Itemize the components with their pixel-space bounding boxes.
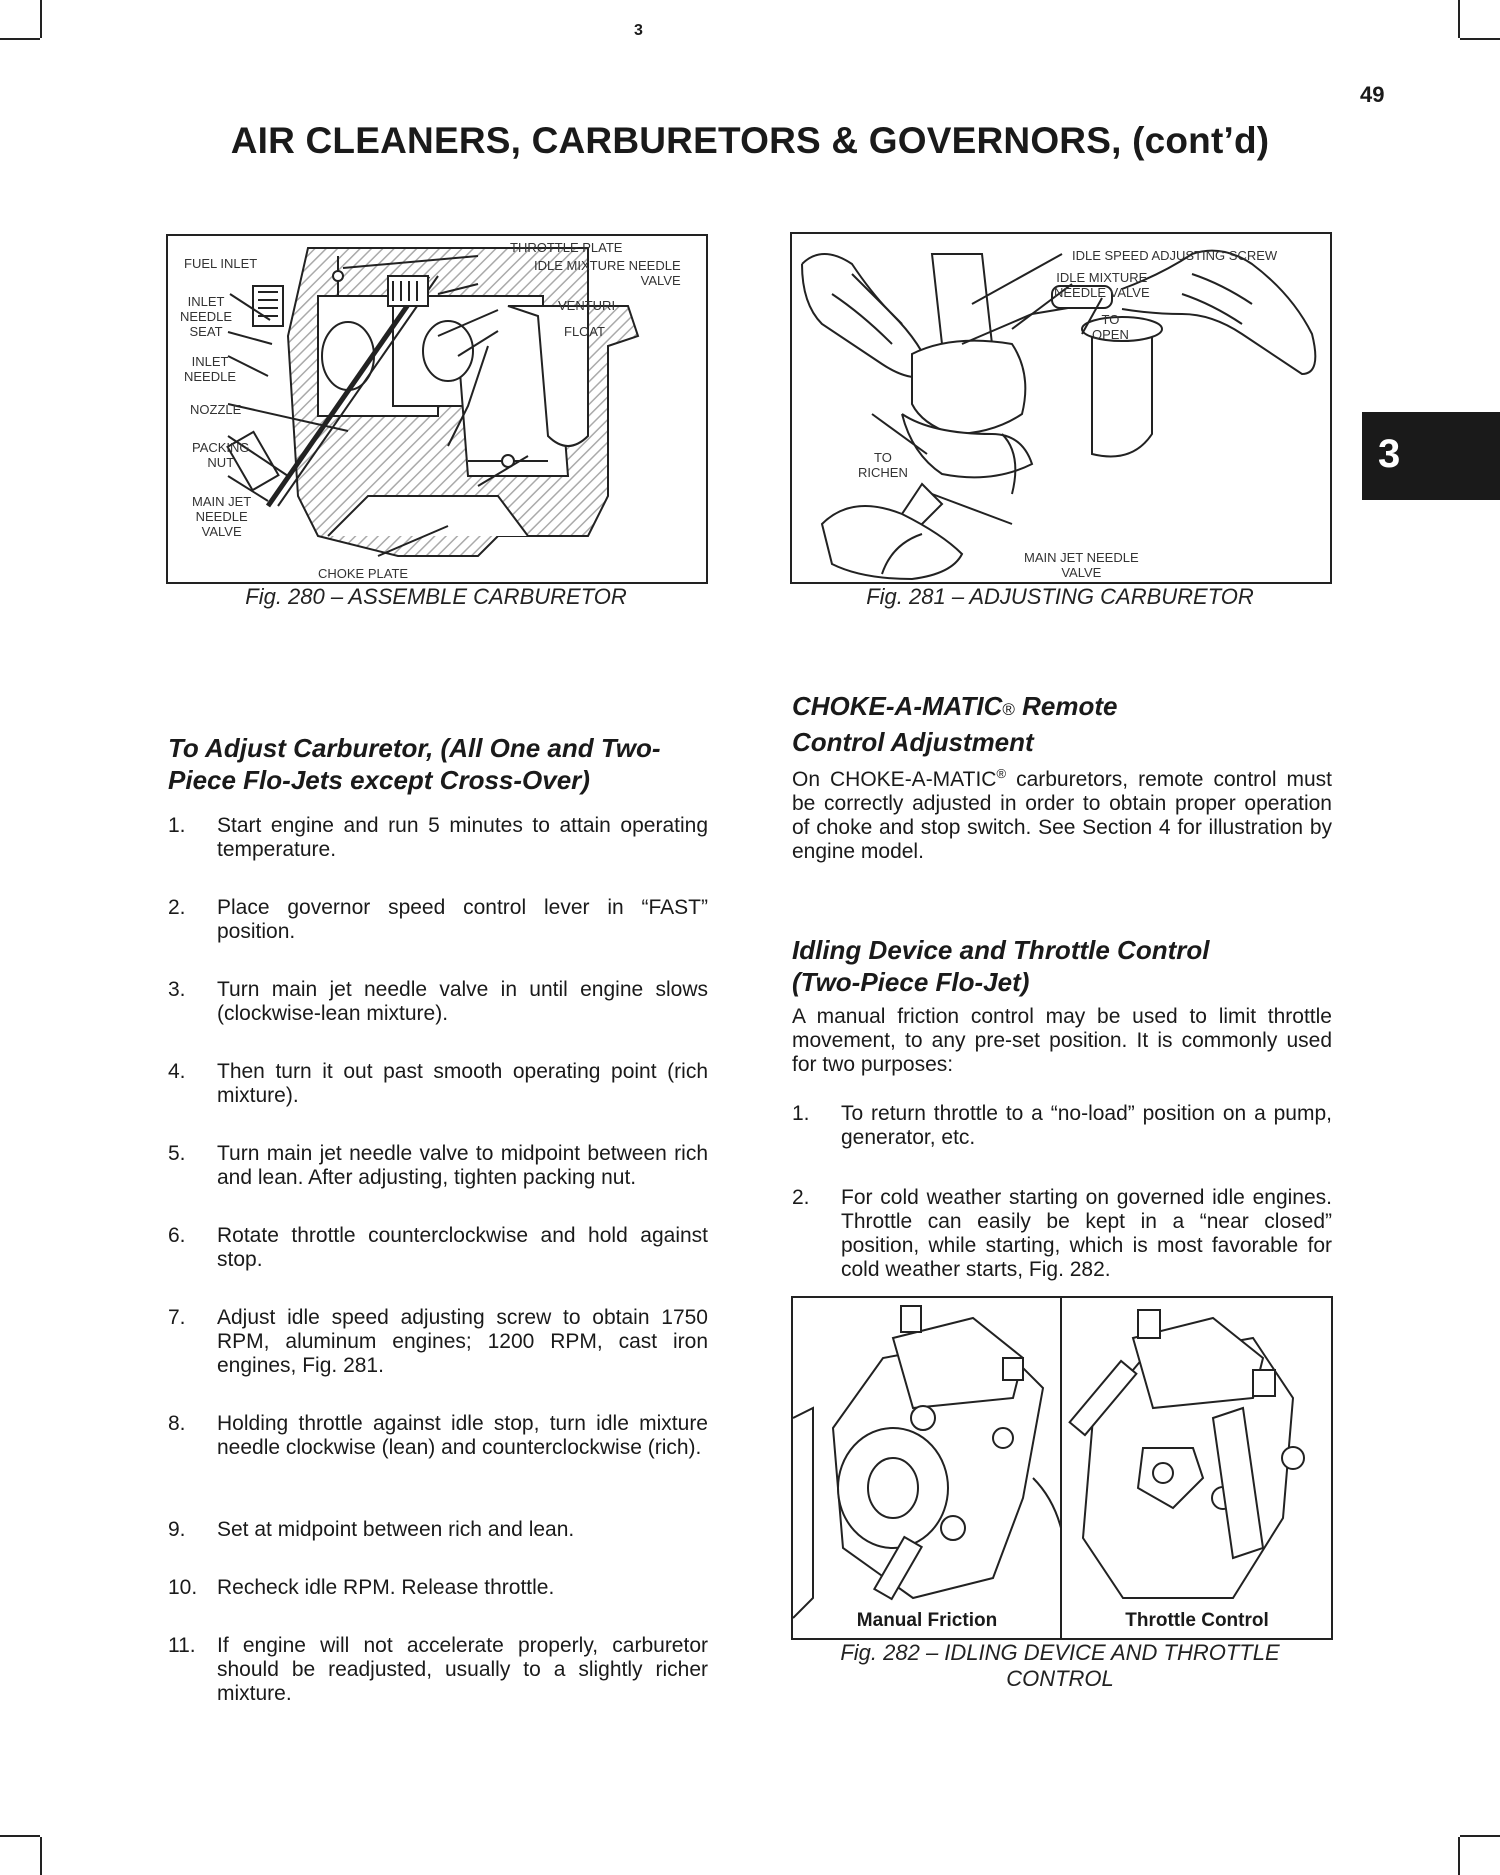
idling-device-heading: Idling Device and Throttle Control (Two-Piece Flo-Jet) — [792, 935, 1210, 997]
crop-mark — [40, 1837, 42, 1875]
carburetor-steps-list — [168, 814, 708, 1706]
list-item: 6. Rotate throttle counterclockwise and hold against stop. — [168, 1224, 708, 1271]
section-tab: 3 — [1362, 412, 1500, 500]
label-venturi: VENTURI — [558, 298, 616, 313]
crop-mark — [0, 38, 40, 40]
idling-device-list — [792, 1102, 1332, 1282]
header-section-number: 3 — [634, 22, 643, 39]
page-title: AIR CLEANERS, CARBURETORS & GOVERNORS, (cont’d) — [230, 120, 1270, 161]
crop-mark — [1458, 1837, 1460, 1875]
choke-a-matic-paragraph: On CHOKE-A-MATIC® carburetors, remote control must be correctly adjusted in order to obtain proper operation of choke and stop switch. See Section 4 for illustration by engine model. — [792, 766, 1333, 863]
figure-282 — [791, 1296, 1333, 1640]
label-idle-mixture-needle-valve: IDLE MIXTURE NEEDLE VALVE — [534, 258, 681, 288]
crop-mark — [1460, 1835, 1500, 1837]
idling-device-drawing — [793, 1298, 1331, 1638]
figure-280-caption: Fig. 280 – ASSEMBLE CARBURETOR — [245, 584, 627, 609]
crop-mark — [1460, 38, 1500, 40]
label-choke-plate: CHOKE PLATE — [318, 566, 409, 581]
list-item: 9. Set at midpoint between rich and lean. — [168, 1518, 575, 1541]
list-item: 8. Holding throttle against idle stop, turn idle mixture needle clockwise (lean) and counterclockwise (rich). — [168, 1412, 708, 1459]
list-item: 10. Recheck idle RPM. Release throttle. — [168, 1576, 555, 1599]
label-float: FLOAT — [564, 324, 605, 339]
crop-mark — [1458, 0, 1460, 38]
page-number: 49 — [1360, 82, 1385, 107]
label-to-open: TO OPEN — [1092, 312, 1129, 342]
label-inlet-needle-seat: INLET NEEDLE SEAT — [180, 294, 233, 339]
figure-281-caption: Fig. 281 – ADJUSTING CARBURETOR — [866, 584, 1254, 609]
label-fuel-inlet: FUEL INLET — [184, 256, 258, 271]
figure-281 — [790, 232, 1332, 584]
figure-282-caption: Fig. 282 – IDLING DEVICE AND THROTTLE CONTROL — [840, 1640, 1280, 1691]
label-packing-nut: PACKING NUT — [192, 440, 250, 470]
label-inlet-needle: INLET NEEDLE — [184, 354, 237, 384]
list-item: 2. Place governor speed control lever in “FAST” position. — [168, 896, 708, 943]
list-item: 4. Then turn it out past smooth operating point (rich mixture). — [168, 1060, 708, 1107]
label-main-jet-needle-valve: MAIN JET NEEDLE VALVE — [1024, 550, 1139, 580]
label-nozzle: NOZZLE — [190, 402, 242, 417]
carburetor-adjust-heading: To Adjust Carburetor, (All One and Two-Piece Flo-Jets except Cross-Over) — [168, 733, 661, 795]
list-item: 2. For cold weather starting on governed idle engines. Throttle can easily be kept in a “near closed” position, while starting, which is most favorable for cold weather starts, Fig. 282. — [792, 1186, 1332, 1281]
label-main-jet-needle-valve: MAIN JET NEEDLE VALVE — [192, 494, 252, 539]
label-throttle-plate: THROTTLE PLATE — [510, 240, 623, 255]
label-idle-mixture-needle-valve: IDLE MIXTURE NEEDLE VALVE — [1054, 270, 1150, 300]
manual-friction-label: Manual Friction — [856, 1610, 998, 1631]
list-item: 5. Turn main jet needle valve to midpoint between rich and lean. After adjusting, tighten packing nut. — [168, 1142, 708, 1189]
list-item: 3. Turn main jet needle valve in until engine slows (clockwise-lean mixture). — [168, 978, 708, 1025]
label-to-richen: TO RICHEN — [858, 450, 908, 480]
crop-mark — [40, 0, 42, 38]
crop-mark — [0, 1835, 40, 1837]
list-item: 7. Adjust idle speed adjusting screw to obtain 1750 RPM, aluminum engines; 1200 RPM, cast iron engines, Fig. 281. — [168, 1306, 708, 1377]
figure-280 — [166, 234, 708, 584]
label-idle-speed-adjusting-screw: IDLE SPEED ADJUSTING SCREW — [1072, 248, 1278, 263]
choke-a-matic-heading: CHOKE-A-MATIC® Remote Control Adjustment — [792, 691, 1118, 757]
list-item: 11. If engine will not accelerate properly, carburetor should be readjusted, usually to a slightly richer mixture. — [168, 1634, 708, 1705]
list-item: 1. To return throttle to a “no-load” position on a pump, generator, etc. — [792, 1102, 1332, 1149]
idling-device-paragraph: A manual friction control may be used to limit throttle movement, to any pre-set position. It is commonly used for two purposes: — [792, 1005, 1332, 1076]
list-item: 1. Start engine and run 5 minutes to attain operating temperature. — [168, 814, 708, 861]
throttle-control-label: Throttle Control — [1125, 1610, 1269, 1631]
